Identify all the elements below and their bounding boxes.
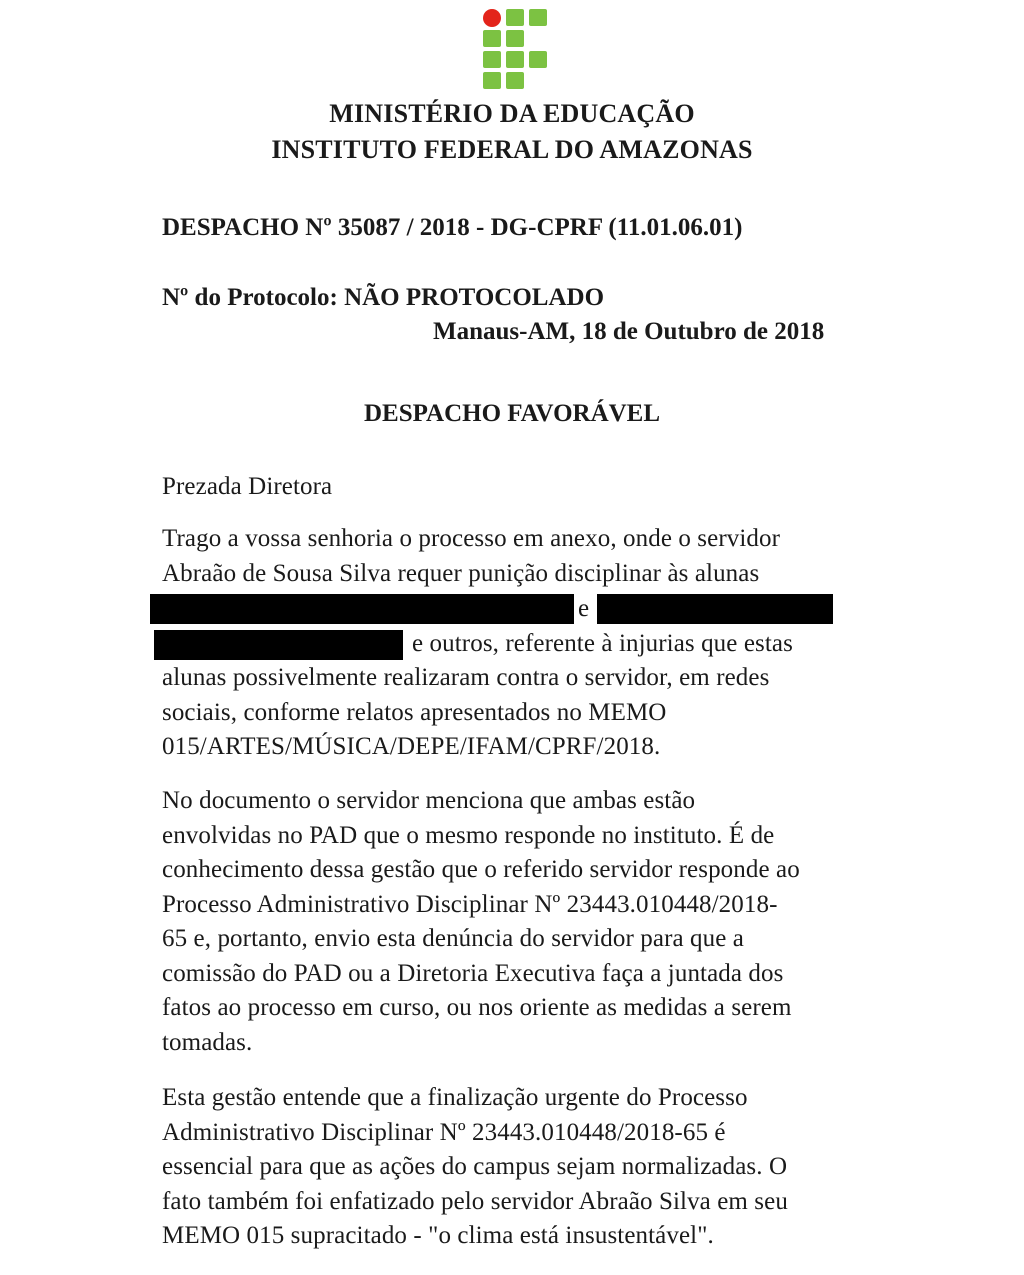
- logo-square: [483, 51, 501, 68]
- paragraph-line: essencial para que as ações do campus sejam normalizadas. O: [162, 1153, 788, 1180]
- place-date: Manaus-AM, 18 de Outubro de 2018: [433, 318, 825, 345]
- conjunction-text: e: [578, 595, 590, 622]
- paragraph-line: sociais, conforme relatos apresentados no MEMO: [162, 698, 667, 726]
- logo-square: [529, 9, 547, 26]
- logo-square: [506, 9, 524, 26]
- ifam-logo-icon: [483, 8, 547, 90]
- paragraph-line: 65 e, portanto, envio esta denúncia do servidor para que a: [162, 925, 744, 952]
- redaction-bar: [597, 594, 833, 624]
- logo-square: [529, 51, 547, 68]
- despacho-number: DESPACHO Nº 35087 / 2018 - DG-CPRF (11.01.06.01): [162, 214, 743, 241]
- logo-square: [506, 51, 524, 68]
- redaction-bar: [154, 630, 403, 660]
- header-institute: INSTITUTO FEDERAL DO AMAZONAS: [271, 135, 753, 164]
- paragraph-line: 015/ARTES/MÚSICA/DEPE/IFAM/CPRF/2018.: [162, 733, 661, 760]
- paragraph-1: [162, 522, 882, 591]
- paragraph-line: Trago a vossa senhoria o processo em anexo, onde o servidor: [162, 525, 781, 552]
- header-ministry: MINISTÉRIO DA EDUCAÇÃO: [329, 99, 695, 128]
- protocol-number: Nº do Protocolo: NÃO PROTOCOLADO: [162, 284, 605, 311]
- logo-square: [483, 30, 501, 47]
- paragraph-1-continued: [162, 661, 882, 765]
- document-title: DESPACHO FAVORÁVEL: [363, 400, 661, 427]
- paragraph-line: e outros, referente à injurias que estas: [412, 630, 793, 657]
- paragraph-line: Abraão de Sousa Silva requer punição disciplinar às alunas: [162, 559, 760, 587]
- paragraph-line: alunas possivelmente realizaram contra o servidor, em redes: [162, 664, 770, 691]
- logo-red-dot: [483, 9, 501, 27]
- paragraph-line: tomadas.: [162, 1028, 253, 1056]
- paragraph-line: Processo Administrativo Disciplinar Nº 23443.010448/2018-: [162, 890, 778, 918]
- paragraph-line: fatos ao processo em curso, ou nos oriente as medidas a serem: [162, 994, 792, 1021]
- logo-square: [506, 72, 524, 89]
- paragraph-line: Administrativo Disciplinar Nº 23443.010448/2018-65 é: [162, 1118, 726, 1146]
- paragraph-2: [162, 784, 882, 1060]
- logo-square: [483, 72, 501, 89]
- paragraph-line: conhecimento dessa gestão que o referido servidor responde ao: [162, 856, 800, 883]
- paragraph-3: [162, 1081, 882, 1254]
- paragraph-line: envolvidas no PAD que o mesmo responde no instituto. É de: [162, 821, 775, 849]
- logo-square: [506, 30, 524, 47]
- greeting: Prezada Diretora: [162, 473, 333, 500]
- paragraph-line: No documento o servidor menciona que ambas estão: [162, 787, 696, 814]
- paragraph-line: fato também foi enfatizado pelo servidor Abraão Silva em seu: [162, 1187, 788, 1215]
- redaction-bar: [150, 594, 574, 624]
- paragraph-line: comissão do PAD ou a Diretoria Executiva faça a juntada dos: [162, 959, 784, 987]
- paragraph-line: Esta gestão entende que a finalização urgente do Processo: [162, 1084, 748, 1111]
- paragraph-line: MEMO 015 supracitado - "o clima está insustentável".: [162, 1222, 714, 1249]
